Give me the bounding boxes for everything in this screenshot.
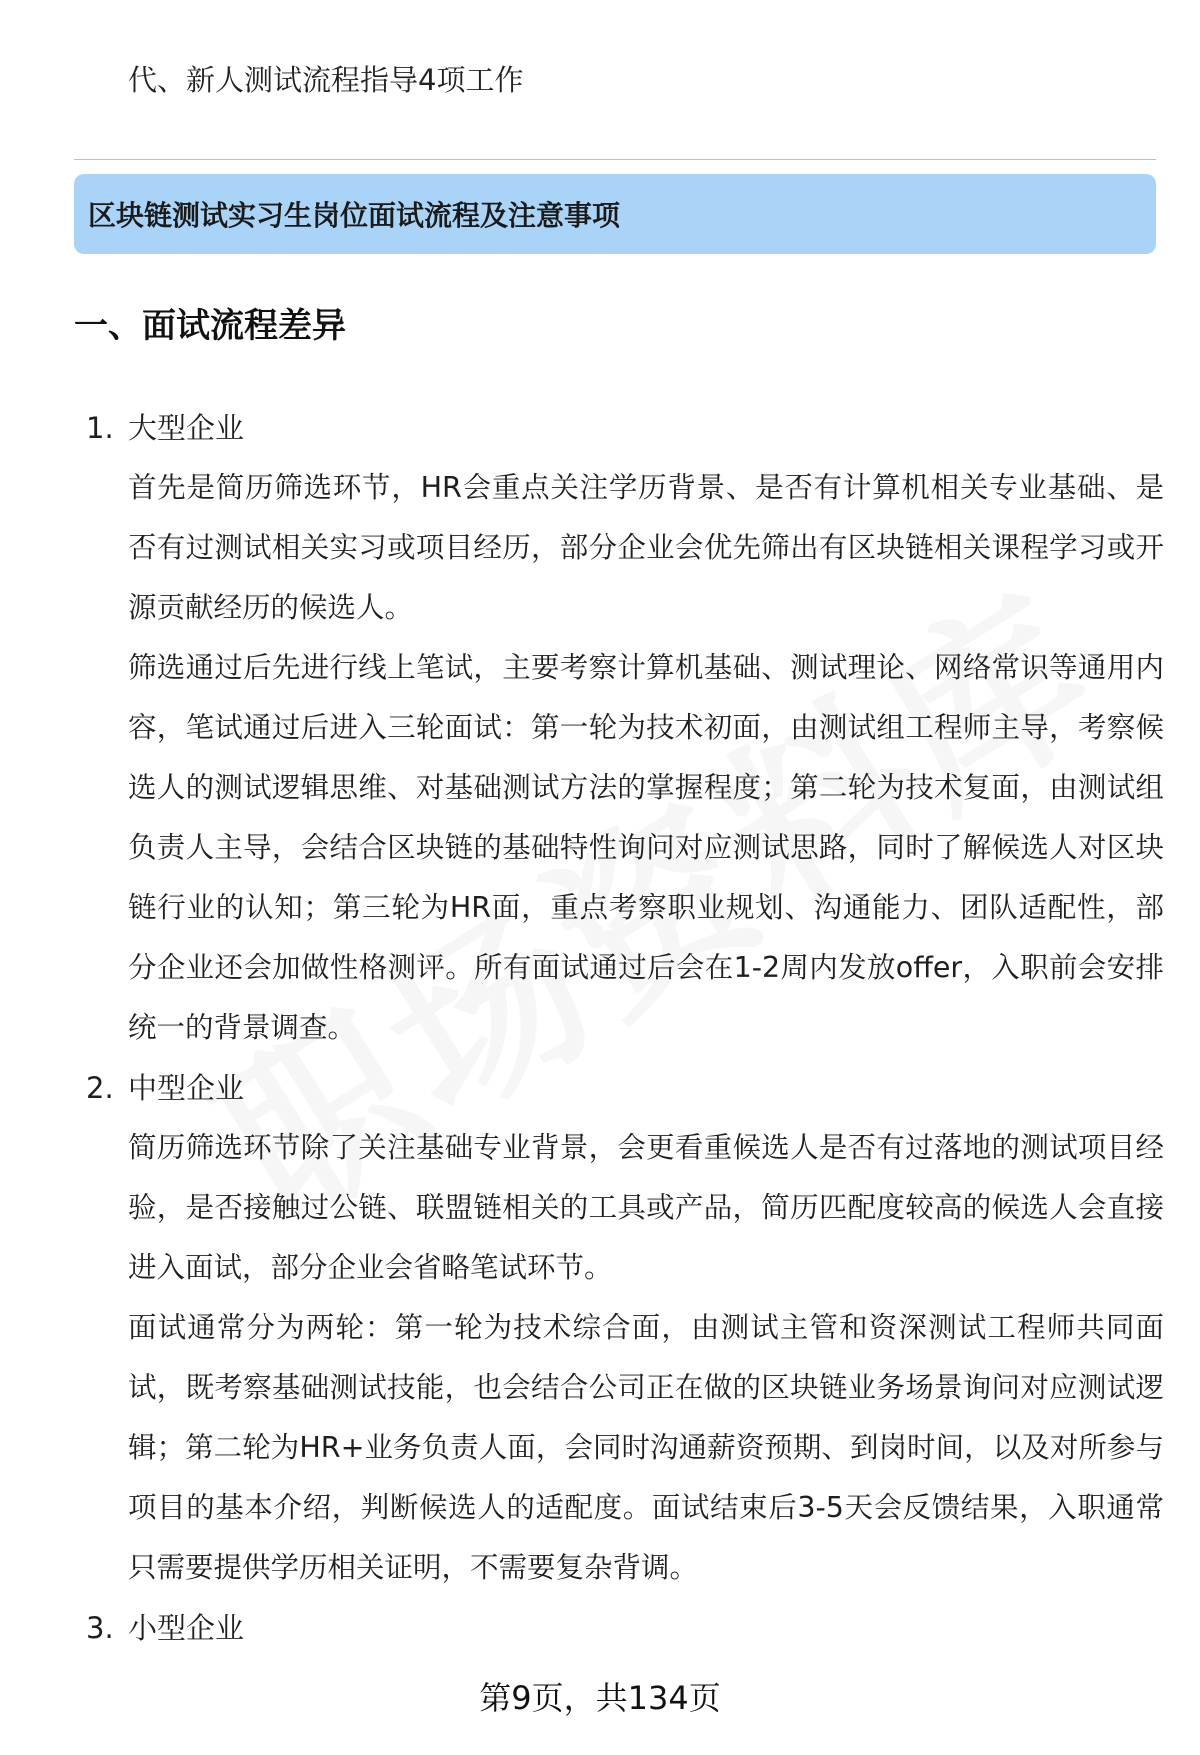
list-item-title: 小型企业	[128, 1611, 245, 1645]
paragraph: 面试通常分为两轮：第一轮为技术综合面，由测试主管和资深测试工程师共同面试，既考察基础测试技能，也会结合公司正在做的区块链业务场景询问对应测试逻辑；第二轮为HR+业务负责人面，会同时沟通薪资预期、到岗时间，以及对所参与项目的基本介绍，判断候选人的适配度。面试结束后3-5天会反馈结果，入职通常只需要提供学历相关证明，不需要复杂背调。	[128, 1311, 1164, 1584]
page-number-footer: 第9页，共134页	[479, 1679, 721, 1717]
section-banner	[74, 174, 1156, 254]
list-item-number: 1.	[86, 411, 114, 445]
paragraph: 简历筛选环节除了关注基础专业背景，会更看重候选人是否有过落地的测试项目经验，是否接触过公链、联盟链相关的工具或产品，简历匹配度较高的候选人会直接进入面试，部分企业会省略笔试环节。	[128, 1131, 1164, 1284]
list-item	[74, 1598, 1164, 1658]
section-divider	[74, 159, 1156, 160]
carry-over-line: 代、新人测试流程指导4项工作	[128, 63, 524, 97]
section-title: 区块链测试实习生岗位面试流程及注意事项	[88, 199, 621, 232]
heading-level-1: 一、面试流程差异	[74, 306, 346, 346]
list-item-head	[74, 1058, 1164, 1118]
list-item-number: 2.	[86, 1071, 114, 1105]
list-item-head	[74, 1598, 1164, 1658]
list-item	[74, 1058, 1164, 1598]
paragraph: 筛选通过后先进行线上笔试，主要考察计算机基础、测试理论、网络常识等通用内容，笔试通过后进入三轮面试：第一轮为技术初面，由测试组工程师主导，考察候选人的测试逻辑思维、对基础测试方法的掌握程度；第二轮为技术复面，由测试组负责人主导，会结合区块链的基础特性询问对应测试思路，同时了解候选人对区块链行业的认知；第三轮为HR面，重点考察职业规划、沟通能力、团队适配性，部分企业还会加做性格测评。所有面试通过后会在1-2周内发放offer，入职前会安排统一的背景调查。	[128, 651, 1164, 1044]
content-list	[74, 398, 1164, 1658]
list-item-number: 3.	[86, 1611, 114, 1645]
list-item-head	[74, 398, 1164, 458]
list-item	[74, 398, 1164, 1058]
paragraph: 首先是简历筛选环节，HR会重点关注学历背景、是否有计算机相关专业基础、是否有过测试相关实习或项目经历，部分企业会优先筛出有区块链相关课程学习或开源贡献经历的候选人。	[128, 471, 1164, 624]
list-item-title: 大型企业	[128, 411, 245, 445]
list-item-title: 中型企业	[128, 1071, 245, 1105]
